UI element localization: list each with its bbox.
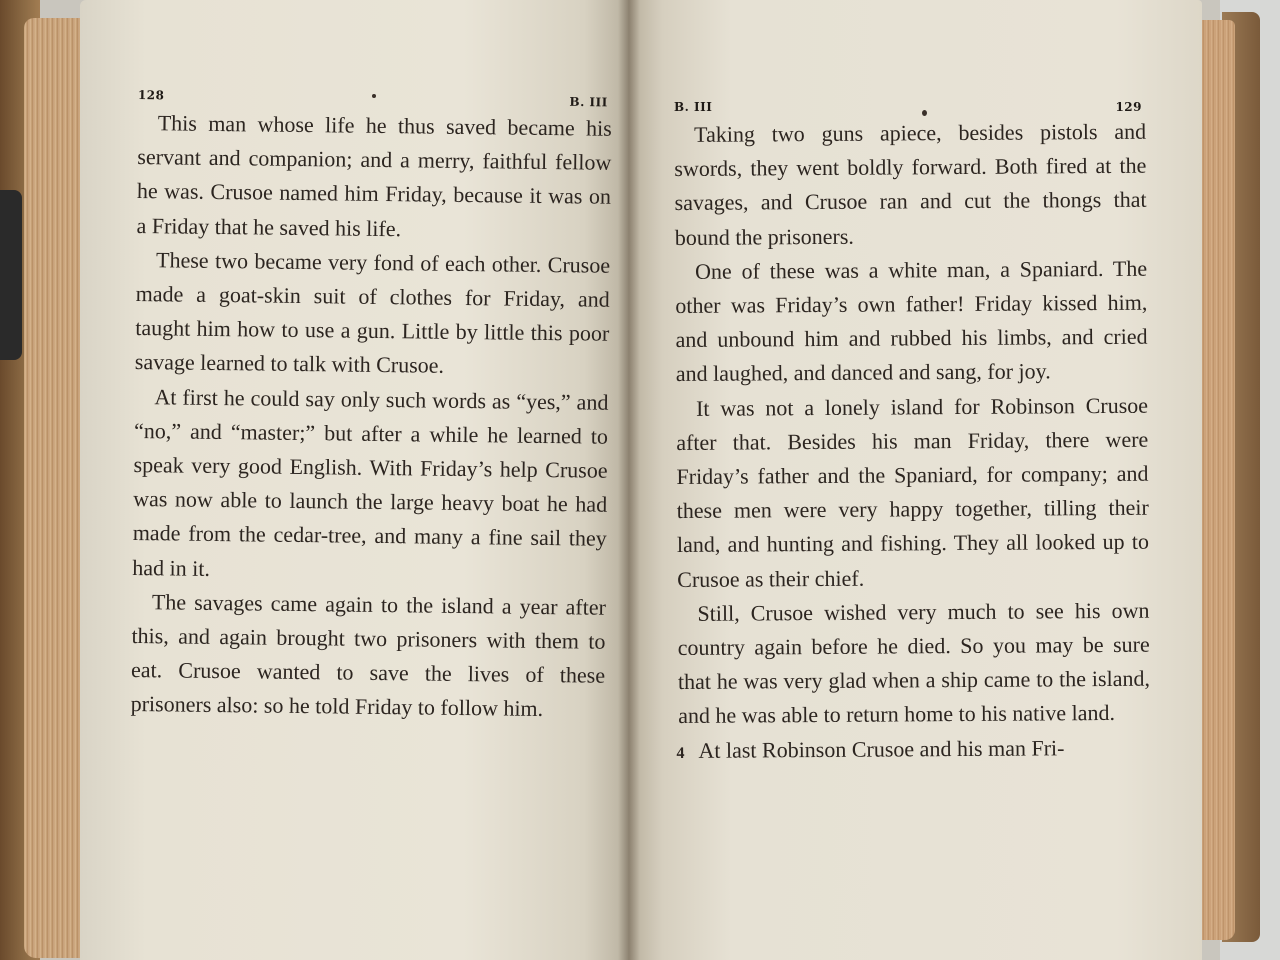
- right-page-number: 129: [1115, 100, 1142, 114]
- right-paragraph-3: It was not a lonely island for Robinson Crusoe after that. Besides his man Friday, there were Friday’s father and the Spaniard, for company; and these men were very happy together, tilling their land, and hunting and fishing. They all looked up to Crusoe as their chief.: [676, 392, 1150, 592]
- left-paragraph-2: These two became very fond of each other. Crusoe made a goat-skin suit of clothes for Friday, and taught him how to use a gun. Little by little this poor savage learned to talk with Crusoe.: [134, 247, 611, 379]
- right-paragraph-5: [678, 730, 1150, 770]
- left-paragraph-1: This man whose life he thus saved became his servant and companion; and a merry, faithful fellow he was. Crusoe named him Friday, because it was on a Friday that he saved his life.: [136, 110, 612, 241]
- signature-mark: 4: [676, 744, 685, 762]
- left-book-marker: B. III: [569, 94, 608, 110]
- left-paragraph-3: At first he could say only such words as “yes,” and “no,” and “master;” but after a while he learned to speak very good English. With Friday’s help Crusoe was now able to launch the large heavy boat he had made from the cedar-tree, and many a fine sail they had in it.: [132, 383, 609, 581]
- left-page: [80, 0, 628, 960]
- book-gutter: [618, 0, 640, 960]
- left-paragraph-4: The savages came again to the island a year after this, and again brought two prisoners with them to eat. Crusoe wanted to save the lives of these prisoners also: so he told Friday to follow him.: [130, 589, 607, 722]
- right-running-head: [674, 100, 1146, 114]
- ink-speck: [922, 110, 927, 116]
- ink-speck: [372, 94, 376, 98]
- left-page-number: 128: [137, 88, 165, 103]
- right-page: [628, 0, 1202, 960]
- right-page-text: [674, 115, 1151, 771]
- right-paragraph-1: Taking two guns apiece, besides pistols and swords, they went boldly forward. Both fired at the savages, and Crusoe ran and cut the thongs that bound the prisoners.: [674, 118, 1147, 250]
- cover-decoration: [0, 190, 22, 360]
- right-paragraph-2: One of these was a white man, a Spaniard. The other was Friday’s own father! Friday kissed him, and unbound him and rubbed his limbs, and cried and laughed, and danced and sang, for joy.: [675, 255, 1148, 387]
- right-paragraph-5-text: At last Robinson Crusoe and his man Fri-: [698, 734, 1065, 763]
- left-page-text: [130, 106, 611, 727]
- right-paragraph-4: Still, Crusoe wished very much to see his own country again before he died. So you may be sure that he was very glad when a ship came to the island, and he was able to return home to his native land.: [677, 597, 1151, 729]
- right-book-marker: B. III: [674, 100, 713, 114]
